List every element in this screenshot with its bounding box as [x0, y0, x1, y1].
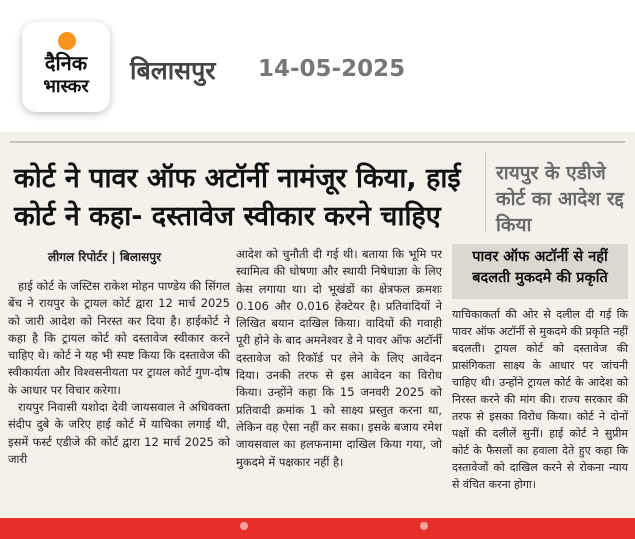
sun-icon — [58, 32, 76, 50]
byline: लीगल रिपोर्टर | बिलासपुर — [48, 250, 161, 264]
paragraph: याचिकाकर्ता की ओर से दलील दी गई कि पावर ऑफ अटॉर्नी से मुकदमे की प्रकृति नहीं बदलती। ट्रायल कोर्ट को दस्तावेज की प्रासंगिकता साक्ष्य के आधार पर जांचनी चाहिए थी। उन्होंने ट्रायल कोर्ट के आदेश को निरस्त करने की मांग की। राज्य सरकार की तरफ से इसका विरोध किया। कोर्ट ने दोनों पक्षों की दलीलें सुनीं। हाई कोर्ट ने सुप्रीम कोर्ट के फैसलों का हवाला देते हुए कहा कि दस्तावेजों को दाखिल करने से रोकना न्याय से वंचित करना होगा। — [452, 308, 628, 491]
banner-dot — [420, 522, 428, 530]
article-column-1 — [8, 278, 230, 468]
city-label: बिलासपुर — [130, 56, 216, 85]
article-headline: कोर्ट ने पावर ऑफ अटॉर्नी नामंजूर किया, हाई कोर्ट ने कहा- दस्तावेज स्वीकार करने चाहिए — [14, 163, 461, 232]
logo-text-line2: भास्कर — [43, 76, 89, 97]
date-label: 14-05-2025 — [258, 56, 406, 82]
divider — [10, 141, 625, 143]
article-column-2 — [236, 246, 442, 471]
bottom-red-banner — [0, 518, 635, 539]
dainik-bhaskar-logo[interactable] — [22, 22, 110, 112]
paragraph: हाई कोर्ट के जस्टिस राकेश मोहन पाण्डेय की सिंगल बेंच ने रायपुर के ट्रायल कोर्ट द्वारा 12 मार्च 2025 को जारी आदेश को निरस्त कर दिया है। हाईकोर्ट ने कहा है कि ट्रायल कोर्ट को दस्तावेज स्वीकार करने चाहिए थे। कोर्ट ने यह भी स्पष्ट किया कि दस्तावेज की स्वीकार्यता और विश्वसनीयता पर ट्रायल कोर्ट गुण-दोष के आधार पर विचार करेगा। — [8, 279, 230, 397]
box-headline: पावर ऑफ अटॉर्नी से नहीं बदलती मुकदमे की प्रकृति — [452, 244, 628, 299]
side-headline: रायपुर के एडीजे कोर्ट का आदेश रद्द किया — [496, 162, 624, 236]
divider-vertical — [485, 152, 486, 232]
logo-text-line1: दैनिक — [44, 51, 88, 75]
banner-dot — [240, 522, 248, 530]
header-bar — [0, 0, 635, 130]
article-column-3 — [452, 306, 628, 493]
paragraph: आदेश को चुनौती दी गई थी। बताया कि भूमि पर स्वामित्व की घोषणा और स्थायी निषेधाज्ञा के लिए केस लगाया था। दो भूखंडों का क्षेत्रफल क्रमशः 0.106 और 0.016 हेक्टेयर है। प्रतिवादियों ने लिखित बयान दाखिल किया। वादियों की गवाही पूरी होने के बाद अमनेश्वर डे ने पावर ऑफ अटॉर्नी दस्तावेज को रिकॉर्ड पर लेने के लिए आवेदन दिया। उनकी तरफ से इस आवेदन का विरोध किया। उन्होंने कहा कि 15 जनवरी 2025 को प्रतिवादी क्रमांक 1 को साक्ष्य प्रस्तुत करना था, लेकिन वह ऐसा नहीं कर सका। इसके बजाय रमेश जायसवाल का हलफनामा दाखिल किया गया, जो मुकदमे में पक्षकार नहीं है। — [236, 247, 442, 469]
paragraph: रायपुर निवासी यशोदा देवी जायसवाल ने अधिवक्ता संदीप दुबे के जरिए हाई कोर्ट में याचिका लगाई थी, इसमें फर्स्ट एडीजे की कोर्ट द्वारा 12 मार्च 2025 को जारी — [8, 400, 230, 466]
